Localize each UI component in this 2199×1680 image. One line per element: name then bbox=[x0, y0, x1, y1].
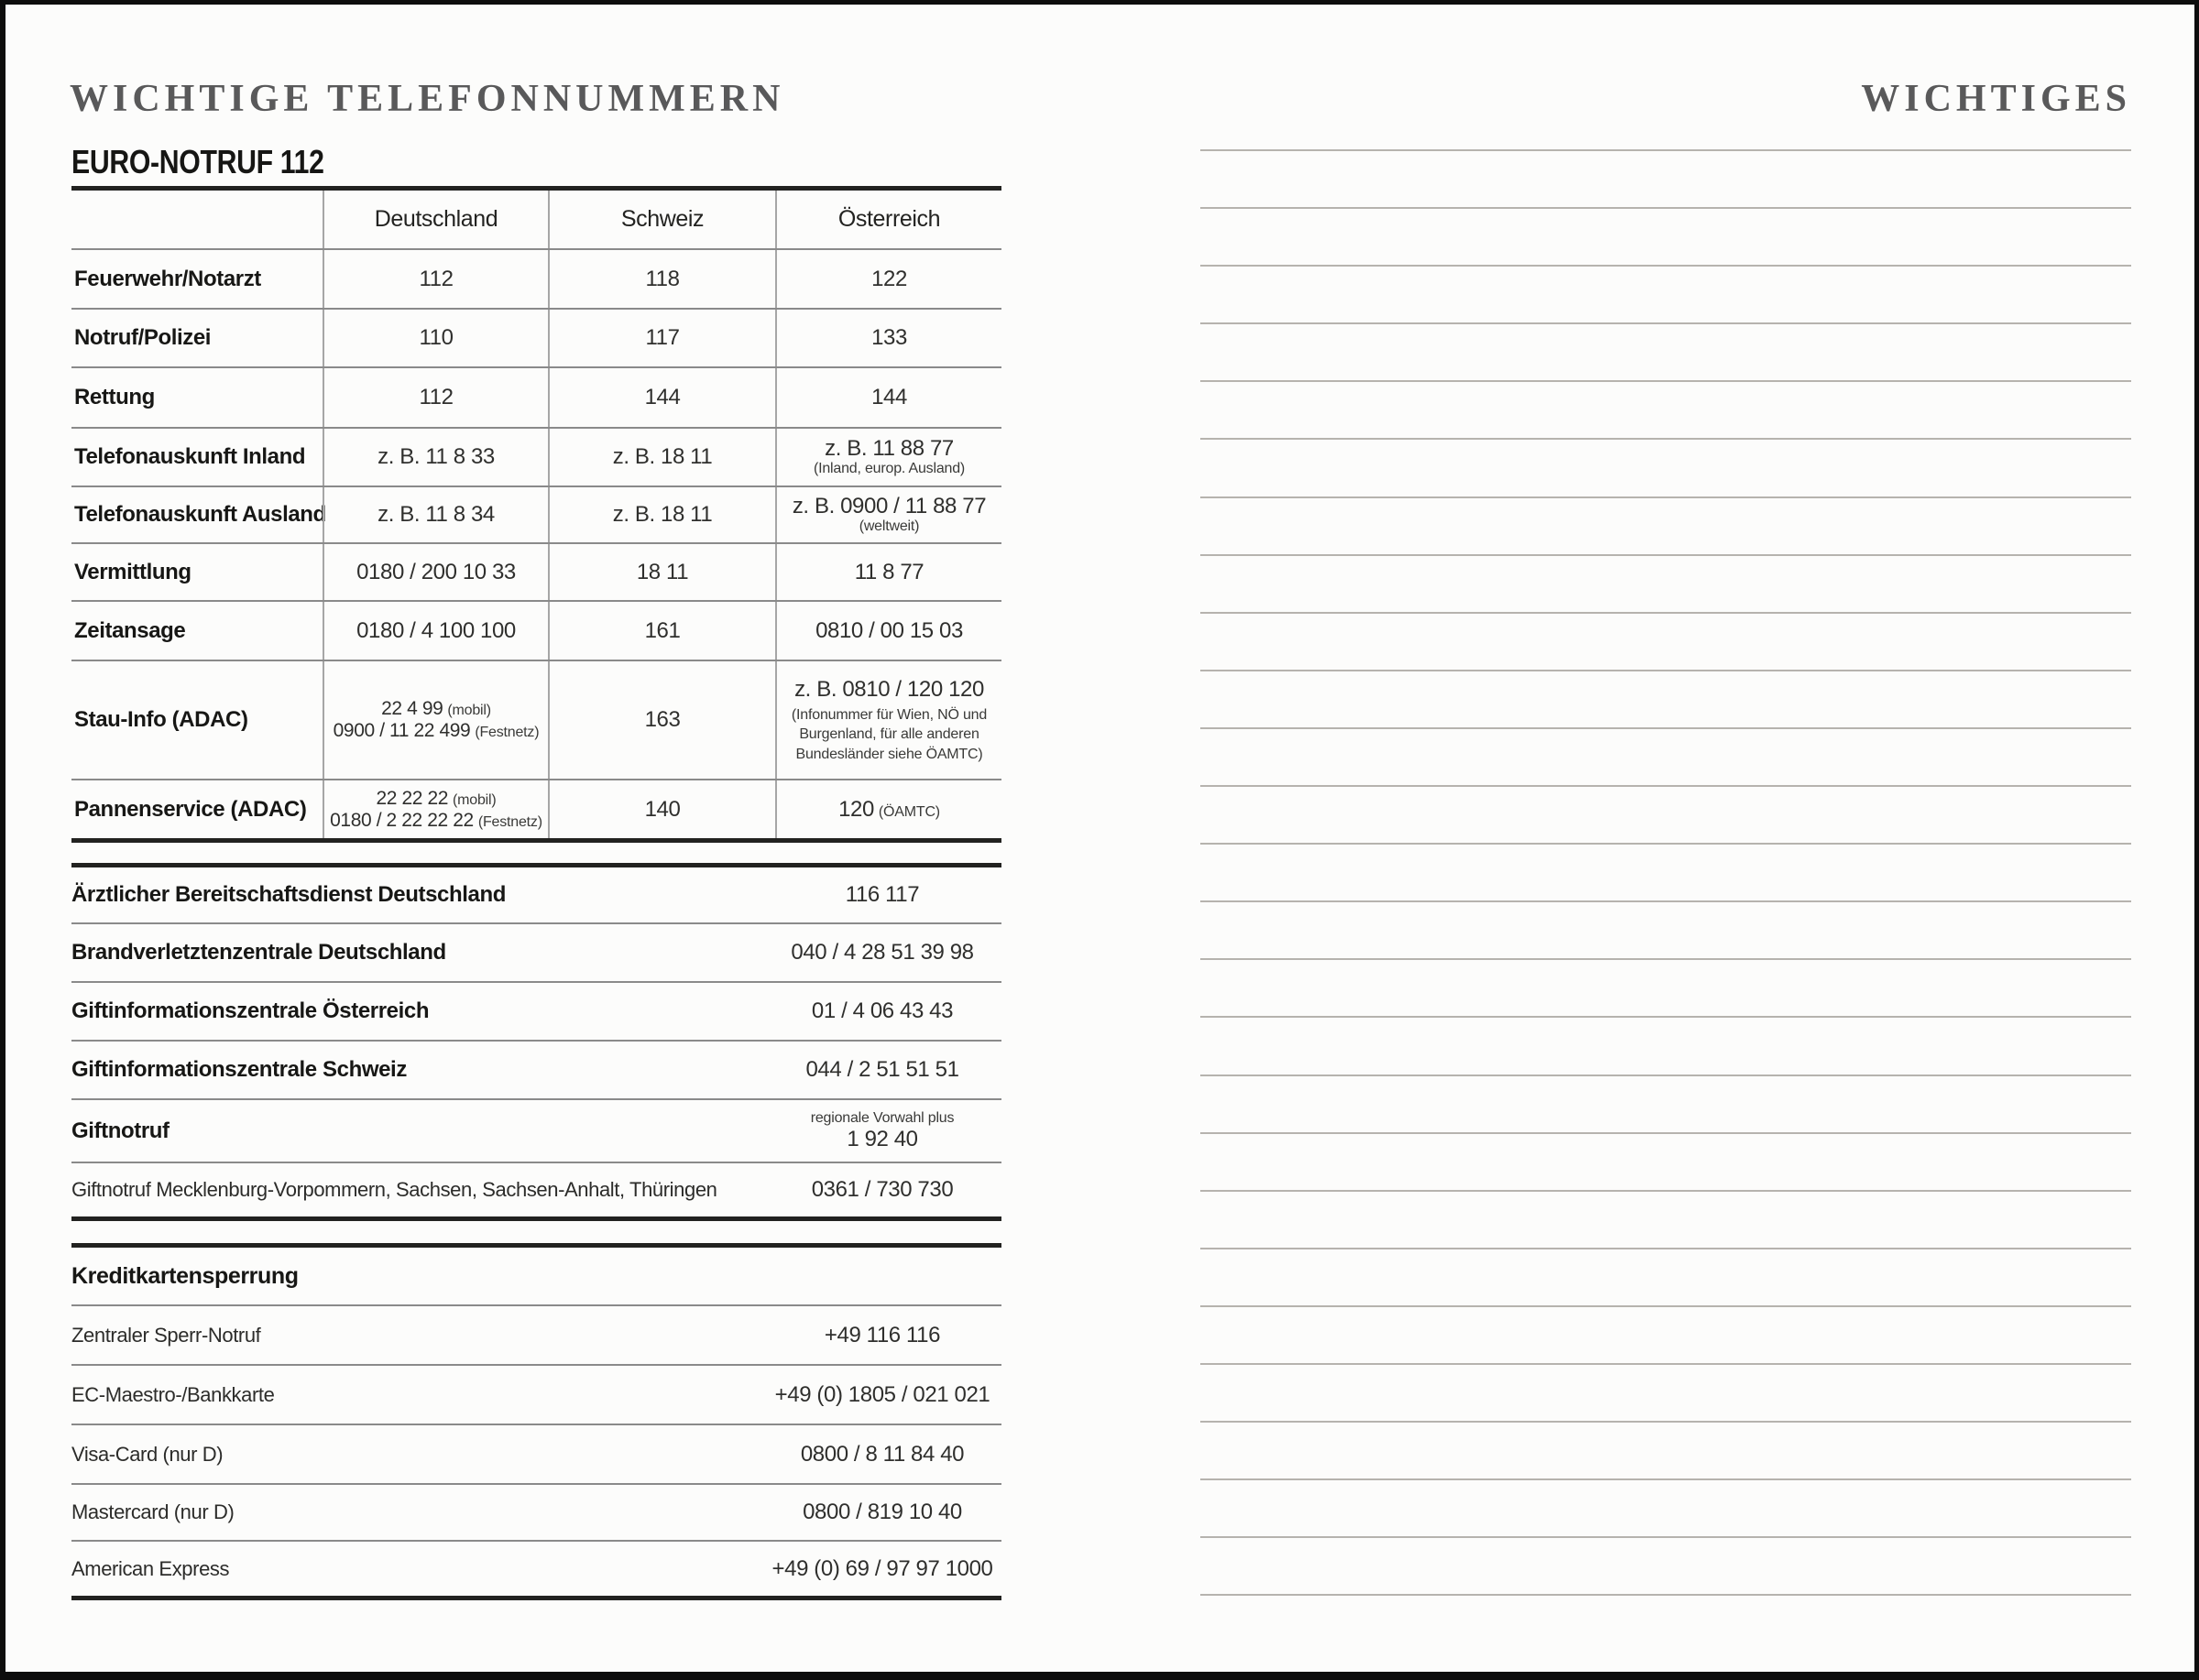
credit-row bbox=[71, 1364, 1001, 1424]
directory-value-note: regionale Vorwahl plus bbox=[810, 1109, 955, 1126]
directory-row bbox=[71, 922, 1001, 981]
row-label: Vermittlung bbox=[74, 559, 191, 584]
credit-value: 0800 / 8 11 84 40 bbox=[800, 1441, 965, 1467]
ruled-line bbox=[1200, 1363, 2131, 1365]
credit-value: +49 116 116 bbox=[824, 1322, 941, 1347]
value-at: 133 bbox=[775, 310, 1001, 366]
value-ch: 140 bbox=[548, 780, 775, 838]
directory-value: 044 / 2 51 51 51 bbox=[805, 1057, 959, 1083]
ruled-line bbox=[1200, 149, 2131, 151]
ruled-line bbox=[1200, 727, 2131, 729]
credit-row bbox=[71, 1483, 1001, 1540]
directory-value: 0361 / 730 730 bbox=[811, 1177, 954, 1203]
ruled-line bbox=[1200, 1016, 2131, 1018]
ruled-line bbox=[1200, 1536, 2131, 1538]
value-at-main: z. B. 11 88 77 bbox=[825, 435, 954, 461]
ruled-line bbox=[1200, 380, 2131, 382]
value-ch: 18 11 bbox=[548, 544, 775, 600]
value-at: 0810 / 00 15 03 bbox=[775, 602, 1001, 660]
row-label: Zeitansage bbox=[74, 617, 186, 643]
row-label: Stau-Info (ADAC) bbox=[74, 707, 248, 732]
ruled-line bbox=[1200, 1594, 2131, 1596]
value-de: 0180 / 200 10 33 bbox=[323, 544, 548, 600]
value-at bbox=[775, 429, 1001, 485]
page-edge-left bbox=[0, 0, 5, 1680]
value-at-main: 120 bbox=[838, 796, 874, 822]
ruled-line bbox=[1200, 670, 2131, 671]
ruled-line bbox=[1200, 554, 2131, 556]
ruled-line bbox=[1200, 1132, 2131, 1134]
credit-row bbox=[71, 1540, 1001, 1596]
number-note: (mobil) bbox=[453, 791, 497, 808]
value-at-note: (weltweit) bbox=[859, 518, 920, 535]
credit-section-header bbox=[71, 1248, 1001, 1304]
directory-label: Giftnotruf bbox=[71, 1118, 170, 1143]
page-edge-right bbox=[2194, 0, 2199, 1680]
column-header-schweiz: Schweiz bbox=[548, 191, 775, 248]
value-at-note: (ÖAMTC) bbox=[878, 803, 940, 820]
euro-notruf-heading: EURO-NOTRUF 112 bbox=[71, 143, 324, 180]
value-at: 144 bbox=[775, 368, 1001, 427]
table-row bbox=[71, 366, 1001, 427]
directory-value-main: 1 92 40 bbox=[847, 1126, 918, 1151]
ruled-line bbox=[1200, 958, 2131, 960]
value-at: 11 8 77 bbox=[775, 544, 1001, 600]
table-row bbox=[71, 542, 1001, 600]
directory-value: 116 117 bbox=[845, 882, 920, 908]
number: 0180 / 2 22 22 22 bbox=[330, 809, 474, 831]
table-row bbox=[71, 308, 1001, 366]
ruled-line bbox=[1200, 265, 2131, 267]
credit-row bbox=[71, 1304, 1001, 1364]
row-label: Telefonauskunft Inland bbox=[74, 444, 306, 469]
number-note: (Festnetz) bbox=[477, 813, 542, 830]
page-edge-bottom bbox=[0, 1672, 2199, 1680]
value-at: 122 bbox=[775, 250, 1001, 308]
row-label: Rettung bbox=[74, 385, 155, 409]
ruled-line bbox=[1200, 785, 2131, 787]
credit-section-heading: Kreditkartensperrung bbox=[71, 1262, 299, 1289]
value-ch: 117 bbox=[548, 310, 775, 366]
ruled-line bbox=[1200, 496, 2131, 498]
credit-label: Mastercard (nur D) bbox=[71, 1500, 235, 1523]
table-row bbox=[71, 248, 1001, 308]
credit-label: American Express bbox=[71, 1556, 230, 1580]
value-de: z. B. 11 8 34 bbox=[323, 487, 548, 542]
value-de: z. B. 11 8 33 bbox=[323, 429, 548, 485]
value-ch: 161 bbox=[548, 602, 775, 660]
table-header-row bbox=[71, 191, 1001, 248]
directory-row bbox=[71, 1040, 1001, 1098]
value-at-note: Burgenland, für alle anderen bbox=[799, 726, 979, 743]
value-at-note: (Inland, europ. Ausland) bbox=[813, 461, 966, 477]
directory-row-giftnotruf bbox=[71, 1098, 1001, 1162]
row-label: Pannenservice (ADAC) bbox=[74, 796, 307, 822]
value-at bbox=[775, 487, 1001, 542]
directory-row bbox=[71, 867, 1001, 922]
value-at-note: Bundesländer siehe ÖAMTC) bbox=[795, 746, 983, 762]
table-row bbox=[71, 427, 1001, 485]
value-ch: 163 bbox=[548, 661, 775, 779]
ruled-line bbox=[1200, 843, 2131, 845]
table-row-stau-info bbox=[71, 660, 1001, 779]
credit-value: 0800 / 819 10 40 bbox=[803, 1500, 962, 1525]
directory-label: Brandverletztenzentrale Deutschland bbox=[71, 940, 446, 965]
value-de-festnetz bbox=[334, 720, 540, 742]
credit-row bbox=[71, 1424, 1001, 1483]
ruled-line bbox=[1200, 1190, 2131, 1192]
directory-row bbox=[71, 981, 1001, 1040]
ruled-lines bbox=[1200, 149, 2131, 1652]
directory-label: Ärztlicher Bereitschaftsdienst Deutschland bbox=[71, 882, 506, 907]
value-de-mobil bbox=[381, 698, 491, 720]
value-de: 112 bbox=[323, 368, 548, 427]
directory-value bbox=[763, 1110, 1001, 1152]
column-header-deutschland: Deutschland bbox=[323, 191, 548, 248]
value-ch: 118 bbox=[548, 250, 775, 308]
directory-value: 040 / 4 28 51 39 98 bbox=[791, 940, 974, 965]
ruled-line bbox=[1200, 1075, 2131, 1076]
emergency-numbers-table bbox=[71, 186, 1001, 843]
value-at-note: (Infonummer für Wien, NÖ und bbox=[791, 706, 988, 723]
ruled-line bbox=[1200, 1478, 2131, 1480]
page-edge-top bbox=[0, 0, 2199, 5]
credit-label: EC-Maestro-/Bankkarte bbox=[71, 1382, 275, 1406]
value-de: 112 bbox=[323, 250, 548, 308]
value-ch: z. B. 18 11 bbox=[548, 487, 775, 542]
value-de-festnetz bbox=[330, 810, 542, 832]
table-row bbox=[71, 600, 1001, 660]
value-at bbox=[775, 661, 1001, 779]
table-row-pannenservice bbox=[71, 779, 1001, 838]
header-empty-cell bbox=[71, 191, 323, 248]
credit-label: Zentraler Sperr-Notruf bbox=[71, 1323, 261, 1347]
value-de: 0180 / 4 100 100 bbox=[323, 602, 548, 660]
credit-value: +49 (0) 69 / 97 97 1000 bbox=[771, 1555, 993, 1581]
ruled-line bbox=[1200, 438, 2131, 440]
ruled-line bbox=[1200, 612, 2131, 614]
value-de bbox=[323, 780, 548, 838]
column-header-oesterreich: Österreich bbox=[775, 191, 1001, 248]
number: 22 4 99 bbox=[381, 698, 443, 720]
row-label: Feuerwehr/Notarzt bbox=[74, 266, 261, 291]
directory-value: 01 / 4 06 43 43 bbox=[811, 998, 954, 1024]
credit-card-section bbox=[71, 1243, 1001, 1600]
right-page-title: WICHTIGES bbox=[1861, 78, 2131, 120]
ruled-line bbox=[1200, 1248, 2131, 1249]
directory-label: Giftinformationszentrale Schweiz bbox=[71, 1057, 407, 1082]
value-ch: z. B. 18 11 bbox=[548, 429, 775, 485]
directory-row bbox=[71, 1162, 1001, 1216]
ruled-line bbox=[1200, 1305, 2131, 1307]
value-at bbox=[775, 780, 1001, 838]
value-at-pair bbox=[838, 797, 940, 823]
ruled-line bbox=[1200, 207, 2131, 209]
row-label: Telefonauskunft Ausland bbox=[74, 502, 326, 527]
directory-label: Giftnotruf Mecklenburg-Vorpommern, Sachsen, Sachsen-Anhalt, Thüringen bbox=[71, 1178, 717, 1201]
credit-label: Visa-Card (nur D) bbox=[71, 1442, 224, 1466]
value-ch: 144 bbox=[548, 368, 775, 427]
number-note: (Festnetz) bbox=[475, 725, 540, 740]
credit-value: +49 (0) 1805 / 021 021 bbox=[774, 1381, 990, 1407]
value-at-main: z. B. 0810 / 120 120 bbox=[794, 677, 984, 703]
table-row bbox=[71, 485, 1001, 542]
value-de bbox=[323, 661, 548, 779]
value-de: 110 bbox=[323, 310, 548, 366]
number: 0900 / 11 22 499 bbox=[333, 720, 471, 741]
ruled-line bbox=[1200, 900, 2131, 902]
value-de-mobil bbox=[376, 788, 496, 810]
directory-section bbox=[71, 863, 1001, 1221]
ruled-line bbox=[1200, 322, 2131, 324]
row-label: Notruf/Polizei bbox=[74, 325, 212, 350]
left-page-title: WICHTIGE TELEFONNUMMERN bbox=[70, 78, 785, 120]
number-note: (mobil) bbox=[447, 703, 491, 719]
directory-label: Giftinformationszentrale Österreich bbox=[71, 998, 430, 1023]
ruled-line bbox=[1200, 1421, 2131, 1423]
value-at-main: z. B. 0900 / 11 88 77 bbox=[792, 493, 987, 518]
number: 22 22 22 bbox=[376, 787, 449, 809]
